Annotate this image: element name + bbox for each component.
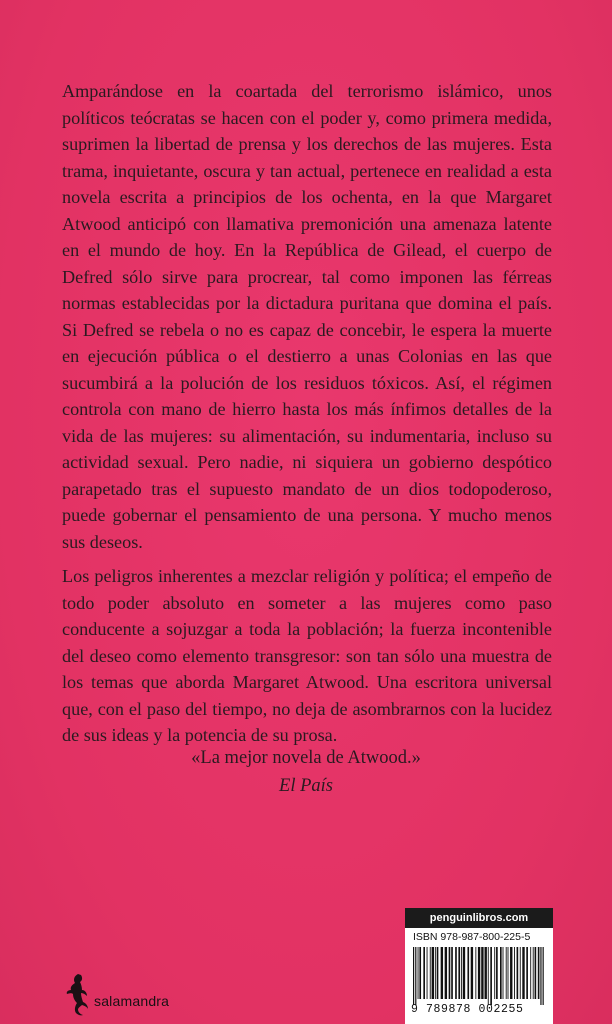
barcode-bar <box>494 947 495 999</box>
barcode-bar <box>471 947 473 999</box>
barcode-bar <box>437 947 439 999</box>
barcode-bar <box>530 947 531 999</box>
barcode-bar <box>449 947 451 999</box>
barcode-bar <box>496 947 498 999</box>
barcode-bar <box>481 947 483 999</box>
barcode-bar <box>413 947 414 1005</box>
barcode-bar <box>419 947 421 999</box>
barcode-bar <box>535 947 537 999</box>
barcode-bar <box>445 947 447 999</box>
barcode-bar <box>430 947 431 999</box>
barcode-bar <box>500 947 502 999</box>
barcode-bar <box>488 947 489 1005</box>
barcode-bar <box>467 947 469 999</box>
quote-text: «La mejor novela de Atwood.» <box>191 748 421 768</box>
barcode-bar <box>455 947 457 999</box>
barcode-bar <box>543 947 544 1005</box>
quote-source: El País <box>279 776 333 796</box>
press-quote <box>0 744 612 800</box>
barcode-bar <box>463 947 465 999</box>
barcode-bar <box>451 947 453 999</box>
isbn-text: ISBN 978-987-800-225-5 <box>413 931 531 943</box>
barcode-bar <box>508 947 509 999</box>
barcode-bar <box>423 947 425 999</box>
barcode-bar <box>461 947 462 999</box>
barcode-bar <box>514 947 515 999</box>
barcode-bar <box>478 947 480 999</box>
barcode-bars <box>411 947 547 1005</box>
barcode-bar <box>415 947 416 1005</box>
barcode-bar <box>432 947 434 999</box>
barcode-bar <box>520 947 521 999</box>
barcode-bar <box>506 947 507 999</box>
barcode-bar <box>427 947 428 999</box>
barcode-bar <box>490 947 492 1005</box>
barcode-bar <box>475 947 476 999</box>
blurb <box>62 78 552 757</box>
barcode-bar <box>485 947 487 999</box>
barcode-bar <box>441 947 443 999</box>
barcode-bar <box>522 947 524 999</box>
publisher-url: penguinlibros.com <box>405 908 553 928</box>
barcode-bar <box>503 947 504 999</box>
barcode-bar <box>540 947 541 1005</box>
barcode-bar <box>458 947 460 999</box>
barcode-bar <box>517 947 519 999</box>
barcode-label <box>405 908 553 1024</box>
publisher-name: salamandra <box>94 993 170 1009</box>
barcode-bar <box>510 947 512 999</box>
barcode-bar <box>435 947 436 999</box>
barcode-bar <box>418 947 419 999</box>
barcode-bar <box>526 947 528 999</box>
blurb-paragraph-2: Los peligros inherentes a mezclar religión y política; el empeño de todo poder absoluto en someter a las mujeres como paso conducente a sojuzgar a toda la población; la fuerza incontenible del deseo como elemento transgresor: son tan sólo una muestra de los temas que aborda Margaret Atwood. Una escritora universal que, con el paso del tiempo, no deja de asombrarnos con la lucidez de sus ideas y la potencia de su prosa. <box>62 566 552 745</box>
barcode-bar <box>538 947 540 999</box>
publisher-logo <box>64 972 169 1018</box>
salamander-icon <box>64 972 90 1018</box>
blurb-paragraph-1: Amparándose en la coartada del terrorismo islámico, unos políticos teócratas se hacen con el poder y, como primera medida, suprimen la libertad de prensa y los derechos de las mujeres. Esta trama, inquietante, oscura y tan actual, pertenece en realidad a esta novela escrita a principios de los ochenta, en la que Margaret Atwood anticipó con llamativa premonición una amenaza latente en el mundo de hoy. En la República de Gilead, el cuerpo de Defred sólo sirve para procrear, tal como imponen las férreas normas establecidas por la dictadura puritana que domina el país. Si Defred se rebela o no es capaz de concebir, le espera la muerte en ejecución pública o el destierro a unas Colonias en las que sucumbirá a la polución de los residuos tóxicos. Así, el régimen controla con mano de hierro hasta los más ínfimos detalles de la vida de las mujeres: su alimentación, su indumentaria, incluso su actividad sexual. Pero nadie, ni siquiera un gobierno despótico parapetado tras el supuesto mandato de un dios todopoderoso, puede gobernar el pensamiento de una persona. Y mucho menos sus deseos. <box>62 81 552 552</box>
barcode-bar <box>533 947 534 999</box>
barcode-digits: 9 789878 002255 <box>411 1003 524 1016</box>
